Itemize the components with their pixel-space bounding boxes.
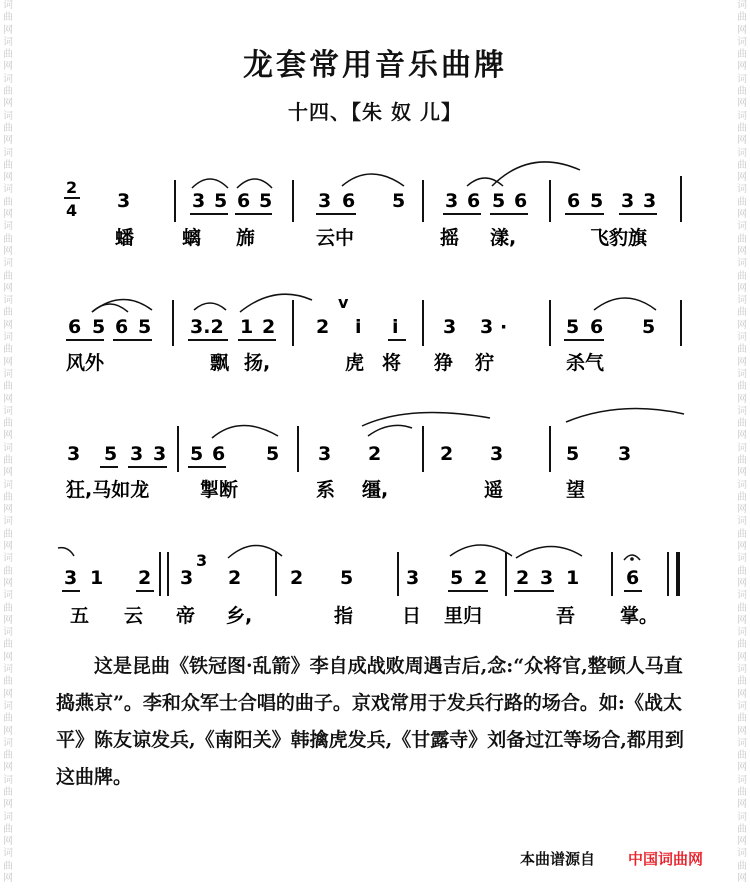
note: 3 [443,316,457,338]
lyric: 遥 [484,479,504,501]
lyric: 掌。 [620,605,659,627]
note: 6 [590,316,604,338]
lyric: 缰, [362,479,389,501]
note: i [355,316,362,338]
score-line-1 [115,162,681,249]
note: 2 [440,443,454,465]
lyric: 里归 [444,605,483,627]
note: 6 [567,190,581,212]
note: 3.2 [190,316,224,338]
note: 3 [618,443,632,465]
lyric: 虎 [345,352,365,374]
note: 2 [290,567,304,589]
note: 5 [642,316,656,338]
note: 1 [90,567,104,589]
lyric: 风外 [66,352,105,374]
note: 5 [340,567,354,589]
time-sig-top: 2 [66,178,78,197]
note: i [392,316,399,338]
lyric: 将 [382,352,402,374]
lyric: 杀气 [566,352,605,374]
page-title: 龙套常用音乐曲牌 [243,48,507,83]
grace-note: 3 [196,551,208,570]
note: 3 [480,316,494,338]
site-link[interactable]: 中国词曲网 [628,850,704,868]
score-line-4 [58,545,678,627]
note: 3 [621,190,635,212]
note: 5 [392,190,406,212]
lyric: 乡, [226,605,253,627]
note: 2 [228,567,242,589]
lyric: 狂,马如龙 [66,479,150,501]
note: 3 [490,443,504,465]
note: 2 [316,316,330,338]
note: 5 [214,190,228,212]
note: 6 [342,190,356,212]
description-paragraph: 这是昆曲《铁冠图·乱箭》李自成战败周遇吉后,念:“众将官,整顿人马直捣燕京”。李和众军士合唱的曲子。京戏常用于发兵行路的场合。如:《战太平》陈友谅发兵,《南阳关》韩擒虎发兵,《甘露寺》刘备过江等场合,都用到这曲牌。 [56,655,684,788]
note: 6 [68,316,82,338]
note: 5 [590,190,604,212]
lyric: 云中 [316,227,355,249]
lyric: 吾 [556,605,576,627]
lyric: 蟠 [115,227,135,249]
note: 3 [64,567,78,589]
note: 5 [259,190,273,212]
note: 3 [117,190,131,212]
note: 5 [450,567,464,589]
note: 1 [240,316,254,338]
note: 5 [92,316,106,338]
lyric: 云 [124,605,144,627]
lyric: 掣断 [200,479,239,501]
source-label: 本曲谱源自 [520,850,596,868]
lyric: 飞豹旗 [590,227,648,249]
dot-mark: · [500,316,508,338]
score-line-3 [66,409,684,501]
lyric: 帝 [176,605,196,627]
lyric: 狰 [434,352,454,374]
note: 3 [130,443,144,465]
note: 5 [492,190,506,212]
lyric: 螭 [182,227,202,249]
note: 3 [318,190,332,212]
lyric: 飘 [210,352,230,374]
lyric: 扬, [244,352,271,374]
lyric: 狞 [475,352,495,374]
note: 1 [566,567,580,589]
lyric: 漾, [490,227,517,249]
note: 2 [138,567,152,589]
lyric: 指 [334,605,354,627]
note: 3 [406,567,420,589]
note: 2 [474,567,488,589]
note: 2 [516,567,530,589]
note: 2 [262,316,276,338]
note: 5 [138,316,152,338]
watermark-right: 词曲网词曲网词曲网词曲网词曲网词曲网词曲网词曲网词曲网词曲网词曲网词曲网词曲网词曲网词曲网词曲网词曲网词曲网词曲网词曲网词曲网词曲网词曲网词曲网 [737,0,747,885]
page-subtitle: 十四、【朱 奴 儿】 [288,100,462,124]
lyric: 望 [566,479,586,501]
breath-mark: v [338,293,349,312]
note: 3 [180,567,194,589]
note: 6 [237,190,251,212]
note: 5 [104,443,118,465]
note: 2 [368,443,382,465]
note: 6 [115,316,129,338]
score-line-2 [66,293,681,374]
note: 6 [514,190,528,212]
note: 3 [153,443,167,465]
note: 3 [540,567,554,589]
note: 3 [643,190,657,212]
note: 5 [266,443,280,465]
lyric: 旆 [236,227,256,249]
note: 3 [192,190,206,212]
time-sig-bottom: 4 [66,201,78,220]
note: 3 [445,190,459,212]
lyric: 系 [316,479,336,501]
note: 3 [318,443,332,465]
lyric: 摇 [440,227,460,249]
note: 5 [566,316,580,338]
note: 6 [212,443,226,465]
lyric: 日 [402,605,422,627]
watermark-left: 词曲网词曲网词曲网词曲网词曲网词曲网词曲网词曲网词曲网词曲网词曲网词曲网词曲网词曲网词曲网词曲网词曲网词曲网词曲网词曲网词曲网词曲网词曲网词曲网 [3,0,13,885]
note: 5 [190,443,204,465]
note: 6 [626,567,640,589]
lyric: 五 [70,605,90,627]
note: 3 [67,443,81,465]
note: 5 [566,443,580,465]
note: 6 [467,190,481,212]
